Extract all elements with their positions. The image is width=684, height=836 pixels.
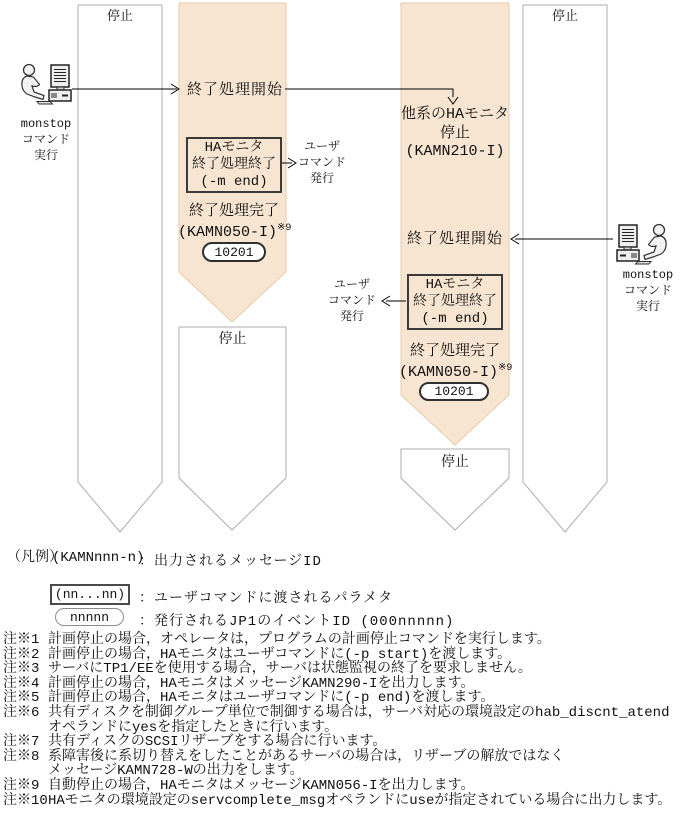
flow1-note-ref: ※9 (277, 223, 292, 234)
note-label: 注※4 (3, 675, 40, 692)
lane-idle-right (523, 5, 607, 532)
note-text: 共有ディスクを制御グループ単位で制御する場合は，サーバ対応の環境設定のhab_discnt_atend (48, 704, 670, 721)
flow1-user-command-line1: ユーザ (303, 140, 340, 154)
legend-message-id-desc: ：出力されるメッセージID (139, 554, 322, 570)
note-label (3, 721, 48, 736)
note-text: サーバにTP1/EEを使用する場合，サーバは状態監視の終了を要求しません。 (48, 661, 532, 678)
lane-right-status-label: 停止 (551, 9, 578, 24)
flow2-message-id (399, 360, 511, 382)
note-line (3, 794, 683, 809)
notes-list (3, 633, 683, 808)
flow2-box-line2: 終了処理終了 (413, 293, 497, 310)
note-label (3, 764, 48, 779)
note-label: 注※8 (3, 748, 40, 765)
note-line (3, 721, 683, 736)
note-text: 共有ディスクのSCSIリザーブをする場合に行います。 (48, 734, 387, 751)
flow2-other-system-line3: (KAMN210-I) (405, 143, 505, 160)
flow2-box-line1: HAモニタ (425, 276, 485, 293)
legend-event-id-desc: ：発行されるJP1のイベントID (000nnnnn) (139, 614, 455, 630)
note-line (3, 706, 683, 721)
flow2-box-line3: (-m end) (421, 310, 489, 327)
right-actor-caption (618, 267, 678, 315)
note-text: HAモニタの環境設定のservcomplete_msgオペランドにuseが指定されている場合に出力します。 (48, 792, 672, 809)
flow2-note-ref: ※9 (498, 363, 513, 374)
flow1-message-id (178, 220, 290, 242)
note-line (3, 662, 683, 677)
note-text: オペランドにyesを指定したときに行います。 (48, 719, 339, 736)
flow1-message-id-text: (KAMN050-I) (178, 224, 278, 241)
flow2-user-command-line3: 発行 (339, 310, 364, 324)
flow2-other-system-stop (398, 106, 512, 162)
lane-idle-left (78, 5, 162, 532)
flow2-event-id-pill: 10201 (419, 382, 489, 401)
flow1-box-line1: HAモニタ (204, 139, 264, 156)
note-line (3, 633, 683, 648)
note-label: 注※3 (3, 661, 40, 678)
lane-stopped-local (179, 327, 286, 530)
flow2-user-command-line2: コマンド (327, 294, 376, 308)
operator-terminal-icon-left (22, 65, 71, 105)
flow2-ha-monitor-end-box (407, 274, 503, 330)
note-label: 注※1 (3, 632, 40, 648)
flow1-event-id-pill: 10201 (202, 242, 266, 262)
flow1-user-command-line2: コマンド (297, 156, 346, 170)
pentagon2-status-label: 停止 (441, 455, 469, 471)
note-line (3, 691, 683, 706)
flow2-shutdown-start-label: 終了処理開始 (407, 231, 504, 248)
note-label: 注※2 (3, 646, 40, 663)
note-text: 計画停止の場合，HAモニタはメッセージKAMN290-Iを出力します。 (48, 675, 475, 692)
note-label: 注※6 (3, 704, 40, 721)
note-text: 計画停止の場合，HAモニタはユーザコマンドに(-p end)を渡します。 (48, 690, 495, 707)
flow1-box-line2: 終了処理終了 (192, 156, 276, 173)
note-text: 系障害後に系切り替えをしたことがあるサーバの場合は，リザーブの解放ではなく (48, 748, 565, 765)
flow2-other-system-line1: 他系のHAモニタ (400, 106, 509, 123)
left-actor-command: monstop (20, 117, 72, 131)
note-text: メッセージKAMN728-Wの出力をします。 (48, 763, 304, 780)
left-actor-caption-line2: コマンド (21, 133, 70, 147)
right-actor-command: monstop (622, 268, 674, 282)
flow1-user-command-caption (294, 139, 350, 187)
flow2-message-id-text: (KAMN050-I) (399, 364, 499, 381)
right-actor-caption-line3: 実行 (635, 300, 660, 314)
note-text: 計画停止の場合，HAモニタはユーザコマンドに(-p start)を渡します。 (48, 646, 512, 663)
note-text: 計画停止の場合，オペレータは，プログラムの計画停止コマンドを実行します。 (48, 632, 551, 648)
note-text: 自動停止の場合，HAモニタはメッセージKAMN056-Iを出力します。 (48, 777, 475, 794)
note-label: 注※7 (3, 734, 40, 751)
flow1-ha-monitor-end-box (186, 137, 282, 193)
legend-parameter-symbol: (nn...nn) (50, 584, 130, 605)
note-label: 注※10 (3, 792, 48, 809)
flow2-complete-label: 終了処理完了 (409, 343, 500, 360)
left-actor-caption (17, 116, 75, 164)
note-line (3, 735, 683, 750)
note-label: 注※9 (3, 777, 40, 794)
note-label: 注※5 (3, 690, 40, 707)
flow2-user-command-caption (324, 277, 380, 325)
flow1-complete-label: 終了処理完了 (188, 203, 279, 220)
flow1-box-line3: (-m end) (200, 173, 268, 190)
flow2-user-command-line1: ユーザ (333, 278, 370, 292)
right-actor-caption-line2: コマンド (623, 284, 672, 298)
legend-title: （凡例） (7, 550, 63, 566)
note-line (3, 648, 683, 663)
lane-left-status-label: 停止 (106, 9, 133, 24)
legend-event-id-symbol: nnnnn (55, 608, 124, 626)
pentagon1-status-label: 停止 (218, 332, 247, 348)
note-line (3, 779, 683, 794)
legend-message-id-symbol: (KAMNnnn-n) (52, 550, 145, 566)
flow1-user-command-line3: 発行 (309, 172, 334, 186)
operator-terminal-icon-right (617, 225, 666, 265)
legend-parameter-desc: ：ユーザコマンドに渡されるパラメタ (139, 591, 394, 607)
note-line (3, 764, 683, 779)
flow2-other-system-line2: 停止 (439, 124, 470, 142)
left-actor-caption-line3: 実行 (33, 149, 58, 163)
flow1-shutdown-start-label: 終了処理開始 (187, 82, 284, 99)
